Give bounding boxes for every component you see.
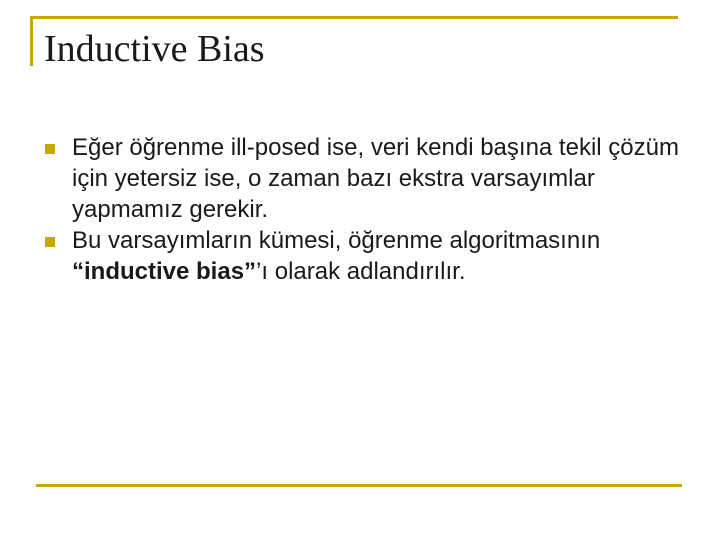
bullet-text: Eğer öğrenme ill-posed ise, veri kendi başına tekil çözüm için yetersiz ise, o zaman bazı ekstra varsayımlar yapmamız gerekir. — [72, 134, 679, 223]
square-bullet-icon — [45, 144, 55, 154]
bullet-text-end: ’ı olarak adlandırılır. — [256, 258, 466, 285]
bullet-text-start: Bu varsayımların kümesi, öğrenme algoritmasının — [72, 227, 601, 254]
top-accent-line — [30, 16, 678, 19]
bullet-item — [44, 132, 684, 225]
bullet-item — [44, 225, 684, 287]
slide-title: Inductive Bias — [44, 28, 265, 70]
bullet-list — [44, 132, 684, 287]
bottom-accent-line — [36, 484, 682, 487]
left-accent-line — [30, 16, 33, 66]
bullet-emphasis: “inductive bias” — [72, 258, 257, 285]
square-bullet-icon — [45, 237, 55, 247]
